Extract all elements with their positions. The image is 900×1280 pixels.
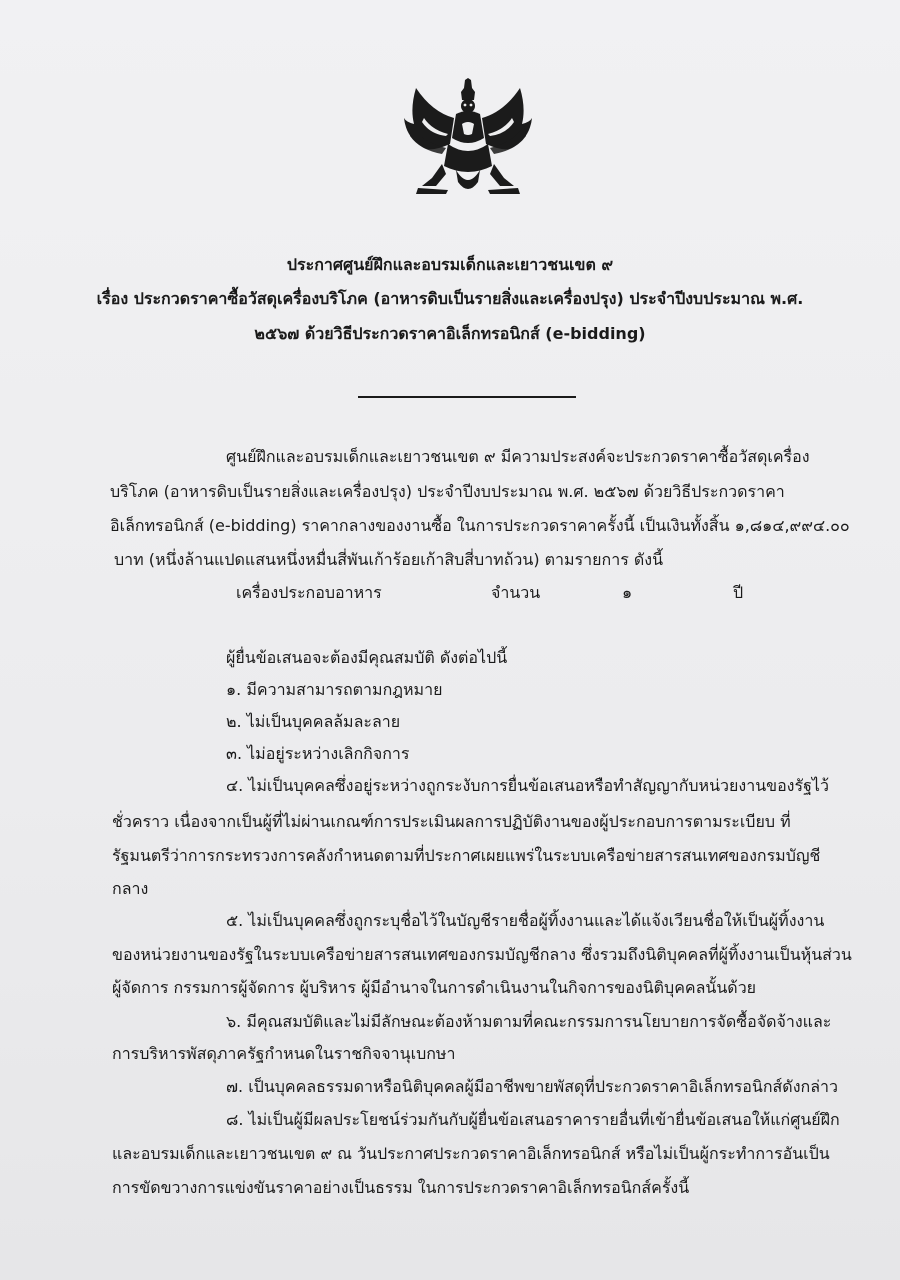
- intro-line-1: ศูนย์ฝึกและอบรมเด็กและเยาวชนเขต ๙ มีความประสงค์จะประกวดราคาซื้อวัสดุเครื่อง: [226, 447, 810, 466]
- qualification-line: ๑. มีความสามารถตามกฎหมาย: [226, 680, 443, 699]
- qualification-line: ๕. ไม่เป็นบุคคลซึ่งถูกระบุชื่อไว้ในบัญชีรายชื่อผู้ทิ้งงานและได้แจ้งเวียนชื่อให้เป็นผู้ทิ้งงาน: [226, 911, 825, 930]
- qualification-line: ผู้จัดการ กรรมการผู้จัดการ ผู้บริหาร ผู้มีอำนาจในการดำเนินงานในกิจการของนิติบุคคลนั้นด้วย: [112, 978, 757, 997]
- announcement-title-line2: เรื่อง ประกวดราคาซื้อวัสดุเครื่องบริโภค (อาหารดิบเป็นรายสิ่งและเครื่องปรุง) ประจำปีงบประมาณ พ.ศ.: [96, 289, 804, 308]
- intro-line-3: อิเล็กทรอนิกส์ (e-bidding) ราคากลางของงานซื้อ ในการประกวดราคาครั้งนี้ เป็นเงินทั้งสิ้น ๑,๘๑๔,๙๙๔.๐๐: [110, 516, 850, 535]
- qualification-line: ชั่วคราว เนื่องจากเป็นผู้ที่ไม่ผ่านเกณฑ์การประเมินผลการปฏิบัติงานของผู้ประกอบการตามระเบียบ ที่: [112, 812, 791, 831]
- qualification-line: ๘. ไม่เป็นผู้มีผลประโยชน์ร่วมกันกับผู้ยื่นข้อเสนอราคารายอื่นที่เข้ายื่นข้อเสนอให้แก่ศูนย์ฝึก: [226, 1110, 840, 1129]
- qualification-line: การขัดขวางการแข่งขันราคาอย่างเป็นธรรม ในการประกวดราคาอิเล็กทรอนิกส์ครั้งนี้: [112, 1178, 690, 1197]
- announcement-title-line3: ๒๕๖๗ ด้วยวิธีประกวดราคาอิเล็กทรอนิกส์ (e-bidding): [254, 324, 646, 343]
- qualification-line: และอบรมเด็กและเยาวชนเขต ๙ ณ วันประกาศประกวดราคาอิเล็กทรอนิกส์ หรือไม่เป็นผู้กระทำการอันเป็น: [112, 1144, 830, 1163]
- qualification-line: กลาง: [112, 879, 149, 898]
- item-name: เครื่องประกอบอาหาร: [236, 583, 382, 602]
- intro-line-4: บาท (หนึ่งล้านแปดแสนหนึ่งหมื่นสี่พันเก้าร้อยเก้าสิบสี่บาทถ้วน) ตามรายการ ดังนี้: [114, 550, 664, 569]
- intro-line-2: บริโภค (อาหารดิบเป็นรายสิ่งและเครื่องปรุง) ประจำปีงบประมาณ พ.ศ. ๒๕๖๗ ด้วยวิธีประกวดราคา: [110, 482, 785, 501]
- qualifications-heading: ผู้ยื่นข้อเสนอจะต้องมีคุณสมบัติ ดังต่อไปนี้: [226, 648, 508, 667]
- item-qty: ๑: [622, 583, 633, 602]
- item-unit: ปี: [733, 583, 744, 602]
- item-qty-label: จำนวน: [491, 583, 541, 602]
- qualification-line: รัฐมนตรีว่าการกระทรวงการคลังกำหนดตามที่ประกาศเผยแพร่ในระบบเครือข่ายสารสนเทศของกรมบัญชี: [112, 846, 821, 865]
- qualification-line: ๖. มีคุณสมบัติและไม่มีลักษณะต้องห้ามตามที่คณะกรรมการนโยบายการจัดซื้อจัดจ้างและ: [226, 1012, 832, 1031]
- title-divider: [358, 396, 576, 398]
- qualification-line: การบริหารพัสดุภาครัฐกำหนดในราชกิจจานุเบกษา: [112, 1044, 456, 1063]
- qualification-line: ๓. ไม่อยู่ระหว่างเลิกกิจการ: [226, 744, 410, 763]
- announcement-title-line1: ประกาศศูนย์ฝึกและอบรมเด็กและเยาวชนเขต ๙: [286, 255, 614, 274]
- qualification-line: ของหน่วยงานของรัฐในระบบเครือข่ายสารสนเทศของกรมบัญชีกลาง ซึ่งรวมถึงนิติบุคคลที่ผู้ทิ้งงานเป็นหุ้นส่วน: [112, 945, 852, 964]
- qualification-line: ๒. ไม่เป็นบุคคลล้มละลาย: [226, 712, 401, 731]
- garuda-emblem-icon: [402, 78, 534, 200]
- qualification-line: ๗. เป็นบุคคลธรรมดาหรือนิติบุคคลผู้มีอาชีพขายพัสดุที่ประกวดราคาอิเล็กทรอนิกส์ดังกล่าว: [226, 1077, 838, 1096]
- qualification-line: ๔. ไม่เป็นบุคคลซึ่งอยู่ระหว่างถูกระงับการยื่นข้อเสนอหรือทำสัญญากับหน่วยงานของรัฐไว้: [226, 776, 829, 795]
